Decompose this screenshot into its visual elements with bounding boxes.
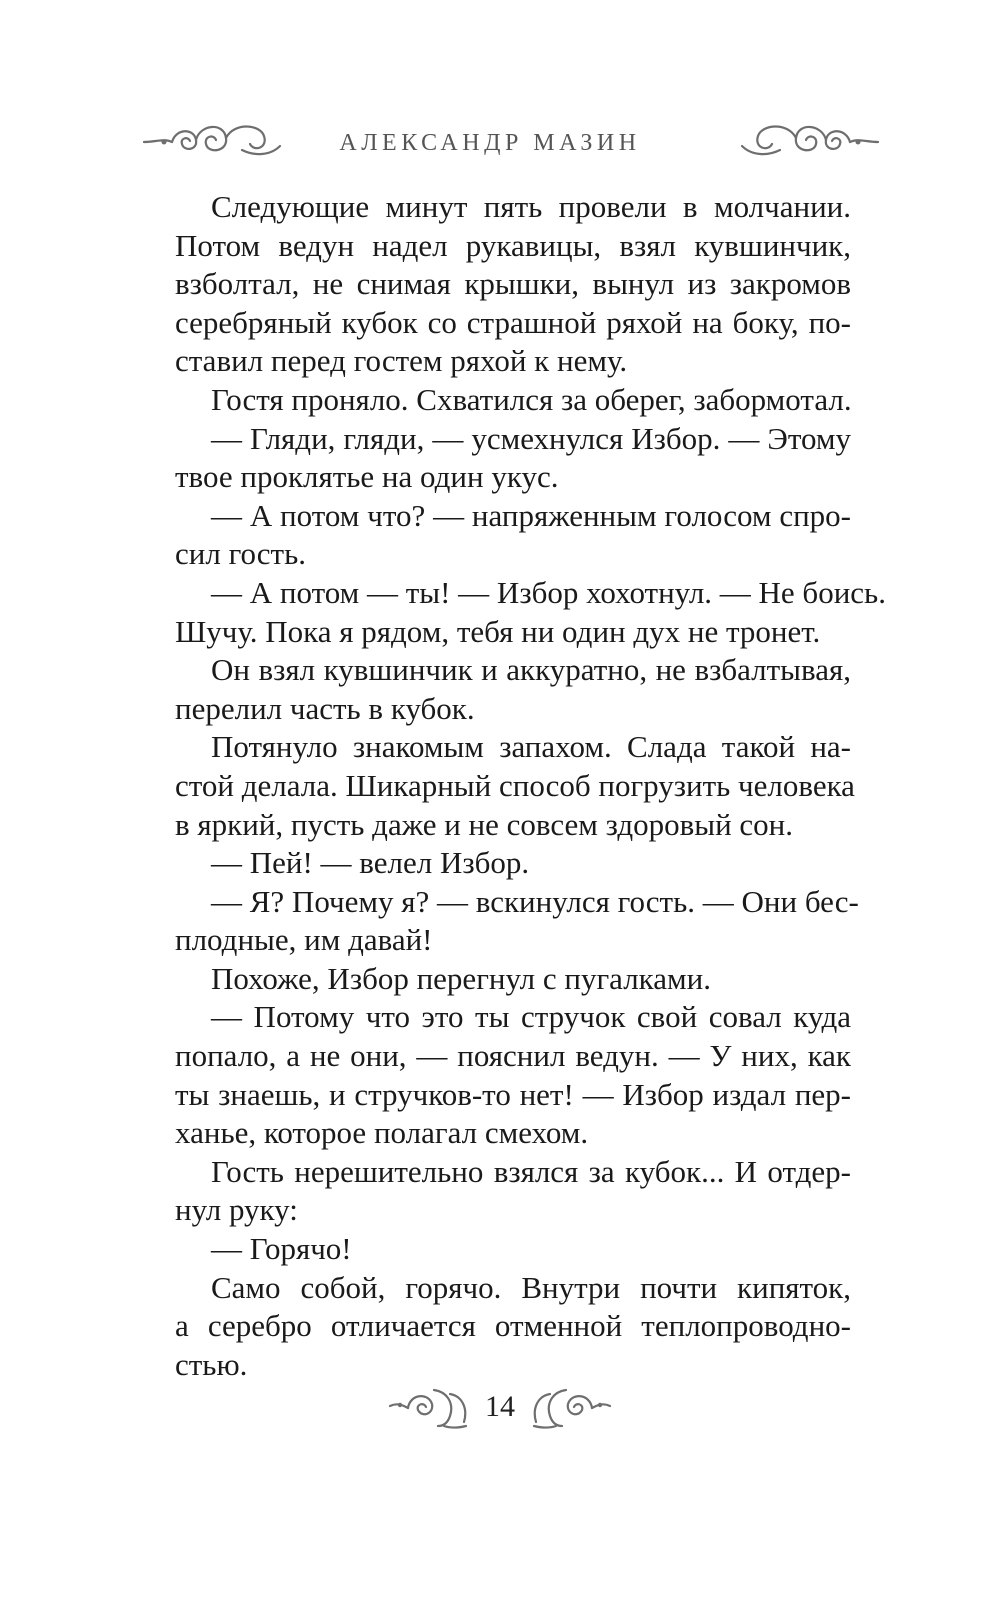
text-line: Он взял кувшинчик и аккуратно, не взбалтывая, xyxy=(211,652,851,688)
page-footer xyxy=(0,1378,1000,1438)
text-line: Потянуло знакомым запахом. Слада такой на- xyxy=(211,729,851,765)
right-footer-ornament-icon xyxy=(528,1384,612,1430)
text-line: Следующие минут пять провели в молчании. xyxy=(211,189,851,224)
text-line: Потом ведун надел рукавицы, взял кувшинчик, xyxy=(175,227,851,263)
text-line: — Гляди, гляди, — усмехнулся Избор. — Этому xyxy=(211,420,851,456)
text-line: Похоже, Избор перегнул с пугалками. xyxy=(211,960,711,996)
text-line: стой делала. Шикарный способ погрузить человека xyxy=(175,767,855,803)
text-line: — Горячо! xyxy=(211,1231,352,1267)
right-header-ornament-icon xyxy=(740,116,880,160)
text-line: — А потом что? — напряженным голосом спро- xyxy=(211,497,851,533)
text-line: взболтал, не снимая крышки, вынул из закромов xyxy=(175,266,851,302)
page-number: 14 xyxy=(485,1390,515,1423)
text-line: Само собой, горячо. Внутри почти кипяток, xyxy=(211,1269,851,1305)
text-line: Гость нерешительно взялся за кубок... И отдер- xyxy=(211,1153,851,1189)
text-line: нул руку: xyxy=(175,1192,298,1228)
text-line: Гостя проняло. Схватился за оберег, забормотал. xyxy=(211,381,852,417)
text-line: — Потому что это ты стручок свой совал куда xyxy=(211,999,851,1035)
text-line: Шучу. Пока я рядом, тебя ни один дух не тронет. xyxy=(175,613,821,649)
running-title: АЛЕКСАНДР МАЗИН xyxy=(339,130,641,156)
text-line: ханье, которое полагал смехом. xyxy=(175,1115,589,1151)
text-line: а серебро отличается отменной теплопроводно- xyxy=(175,1308,851,1344)
left-header-ornament-icon xyxy=(142,116,282,160)
text-line: твое проклятье на один укус. xyxy=(175,459,559,495)
text-line: — Пей! — велел Избор. xyxy=(211,845,530,881)
text-line: перелил часть в кубок. xyxy=(175,690,475,726)
text-line: ставил перед гостем ряхой к нему. xyxy=(175,343,628,379)
text-line: — Я? Почему я? — вскинулся гость. — Они бес- xyxy=(211,883,859,919)
text-line: в яркий, пусть даже и не совсем здоровый сон. xyxy=(175,806,794,842)
running-header xyxy=(0,112,1000,172)
left-footer-ornament-icon xyxy=(388,1384,472,1430)
text-line: плодные, им давай! xyxy=(175,922,433,958)
text-line: серебряный кубок со страшной ряхой на боку, по- xyxy=(175,304,851,340)
text-line: сил гость. xyxy=(175,536,306,572)
text-line: — А потом — ты! — Избор хохотнул. — Не боись. xyxy=(211,574,886,610)
text-line: ты знаешь, и стручков-то нет! — Избор издал пер- xyxy=(175,1076,851,1112)
text-line: стью. xyxy=(175,1346,248,1382)
body-text xyxy=(175,188,886,1384)
text-line: попало, а не они, — пояснил ведун. — У них, как xyxy=(175,1038,851,1074)
